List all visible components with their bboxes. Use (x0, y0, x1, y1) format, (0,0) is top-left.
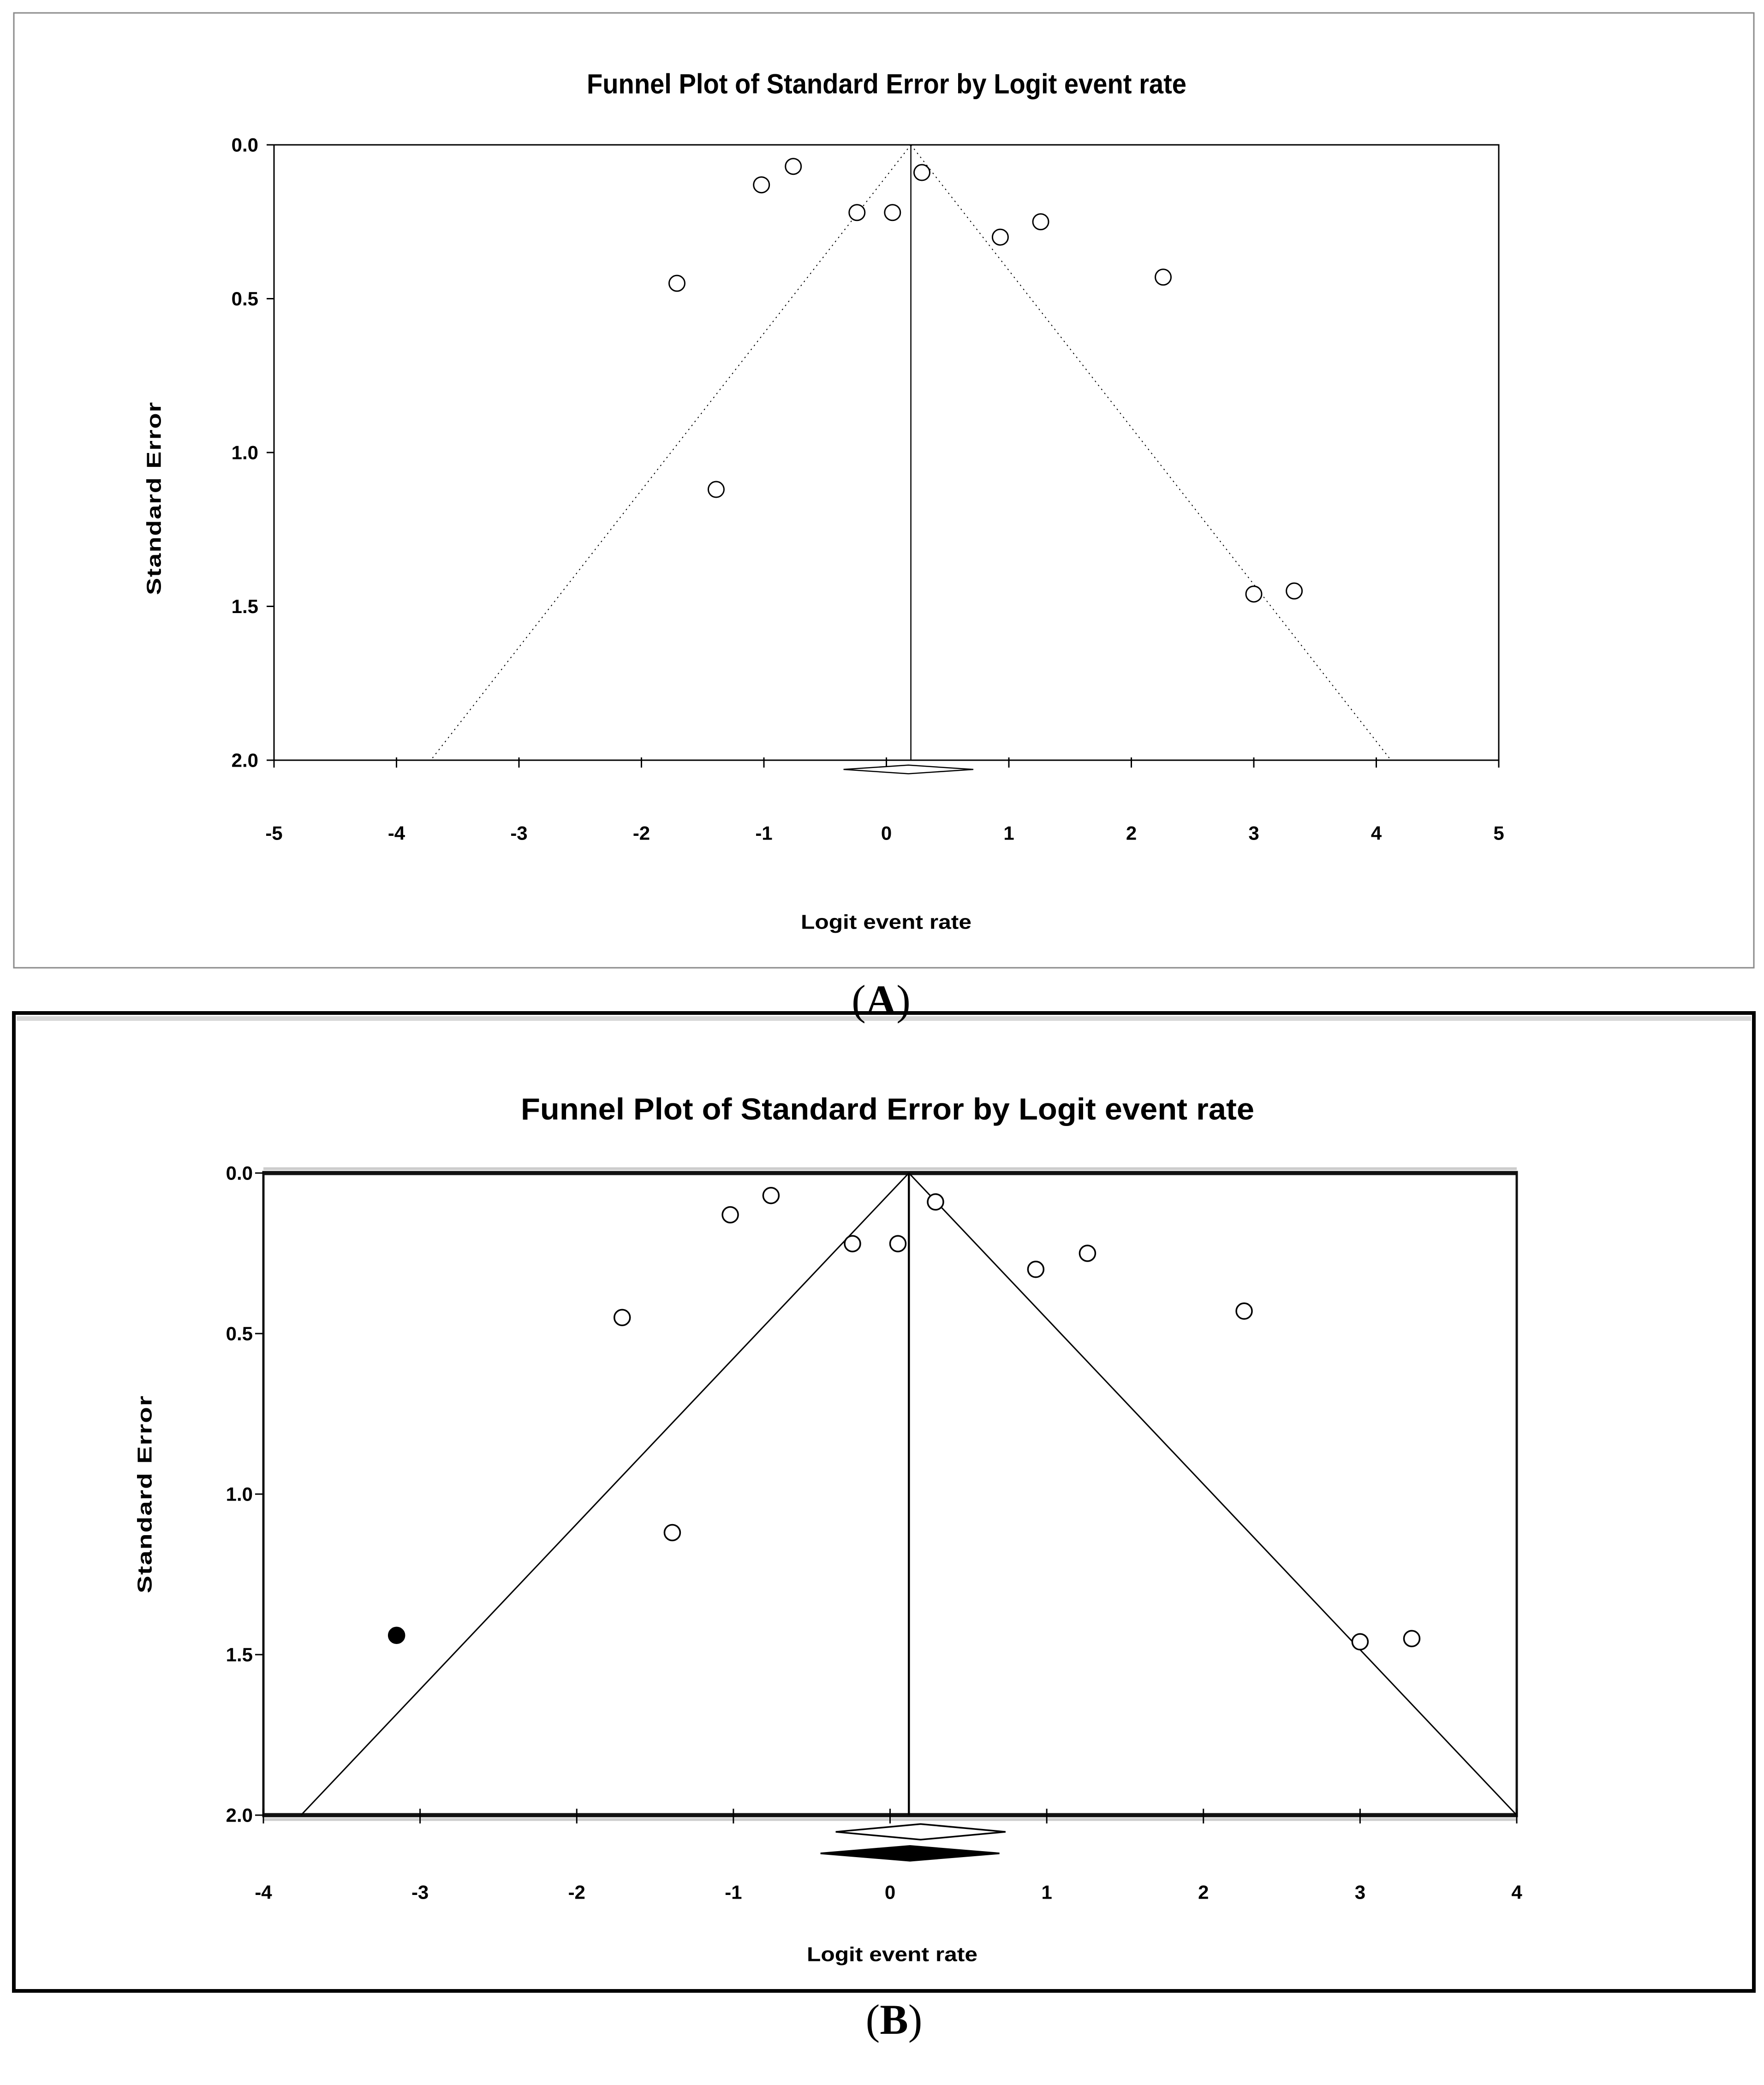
y-tick-label: 1.5 (226, 1644, 253, 1666)
observed-study-point (885, 205, 900, 220)
observed-study-point (1352, 1634, 1368, 1650)
x-axis-title: Logit event rate (807, 1943, 977, 1966)
x-tick-label: -3 (411, 1881, 429, 1903)
caption-b-letter: B (880, 1996, 908, 2043)
summary-diamond-observed-open (836, 1824, 1006, 1840)
panel-b-caption (866, 1995, 923, 2044)
x-tick-label: -1 (725, 1881, 742, 1903)
observed-study-point (754, 177, 769, 193)
y-tick-label: 1.5 (231, 596, 258, 617)
observed-study-point (1236, 1303, 1252, 1319)
x-tick-label: 4 (1511, 1881, 1522, 1903)
caption-a-paren-open: ( (852, 977, 866, 1024)
y-tick-label: 0.5 (226, 1322, 253, 1345)
observed-study-point (1033, 214, 1049, 230)
x-tick-label: 1 (1041, 1881, 1052, 1903)
observed-study-point (849, 205, 865, 220)
observed-study-point (1156, 269, 1171, 285)
plot-area-border (274, 145, 1499, 760)
observed-study-point (928, 1194, 943, 1210)
observed-study-point (1246, 586, 1262, 602)
observed-study-point (614, 1310, 630, 1325)
y-tick-label: 0.5 (231, 288, 258, 310)
y-tick-label: 0.0 (231, 134, 258, 156)
x-tick-label: -4 (255, 1881, 272, 1903)
observed-study-point (763, 1188, 779, 1203)
observed-study-point (1079, 1245, 1095, 1261)
observed-study-point (669, 275, 685, 291)
summary-diamond-adjusted-filled (821, 1846, 1000, 1861)
caption-a-letter: A (865, 977, 897, 1024)
observed-study-point (845, 1236, 860, 1251)
imputed-study-point (389, 1627, 405, 1643)
x-tick-label: -5 (265, 822, 283, 844)
x-tick-label: 0 (884, 1881, 896, 1903)
y-tick-label: 1.0 (231, 441, 258, 464)
x-tick-label: 4 (1371, 822, 1382, 844)
x-tick-label: -1 (755, 822, 773, 844)
x-axis-title: Logit event rate (801, 911, 971, 934)
x-tick-label: 0 (881, 822, 892, 844)
observed-study-point (1287, 583, 1302, 599)
summary-diamond-observed-open (844, 765, 973, 774)
x-tick-label: 2 (1126, 822, 1137, 844)
panel-b-title: Funnel Plot of Standard Error by Logit event rate (521, 1092, 1254, 1126)
x-tick-label: 2 (1198, 1881, 1209, 1903)
x-tick-label: -2 (632, 822, 650, 844)
x-tick-label: -3 (510, 822, 528, 844)
x-tick-label: -2 (568, 1881, 585, 1903)
y-tick-label: 2.0 (226, 1804, 253, 1826)
x-tick-label: 3 (1248, 822, 1259, 844)
panel-a (14, 13, 1754, 968)
x-tick-label: -4 (387, 822, 405, 844)
y-tick-label: 0.0 (226, 1162, 253, 1184)
observed-study-point (786, 159, 801, 174)
observed-study-point (992, 229, 1008, 245)
caption-a-paren-close: ) (896, 977, 911, 1024)
y-axis-title: Standard Error (143, 442, 166, 595)
y-tick-label: 2.0 (231, 749, 258, 771)
x-tick-label: 3 (1354, 1881, 1366, 1903)
panel-a-title: Funnel Plot of Standard Error by Logit event rate (587, 68, 1186, 100)
observed-study-point (890, 1236, 906, 1251)
panel-a-caption (852, 976, 911, 1025)
observed-study-point (1404, 1631, 1419, 1646)
caption-b-paren-open: ( (865, 1996, 880, 2043)
panel-b (14, 1013, 1754, 1991)
observed-study-point (664, 1525, 680, 1541)
observed-study-point (914, 165, 930, 180)
observed-study-point (708, 482, 724, 497)
plot-area-border (263, 1173, 1517, 1815)
y-tick-label: 1.0 (226, 1483, 253, 1505)
x-tick-label: 5 (1493, 822, 1504, 844)
observed-study-point (722, 1207, 738, 1222)
x-tick-label: 1 (1003, 822, 1014, 844)
caption-b-paren-close: ) (908, 1996, 923, 2043)
y-axis-title: Standard Error (133, 1440, 156, 1593)
observed-study-point (1028, 1262, 1043, 1277)
